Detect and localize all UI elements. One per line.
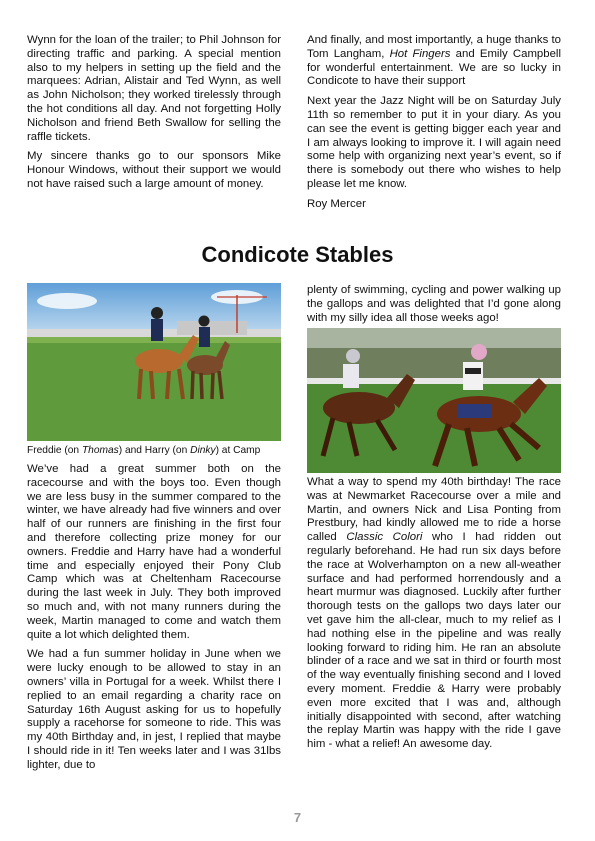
article-column-bottom-left: [27, 463, 281, 779]
paragraph: Next year the Jazz Night will be on Saturday July 11th so remember to put it in your diary. As you can see the event is getting bigger each year and I am always looking to improve it. I will again need some help with organizing next year’s event, so if there is somebody out there who wishes to help please let me know.: [307, 95, 561, 190]
photo-caption: Freddie (on Thomas) and Harry (on Dinky) at Camp: [27, 445, 261, 456]
signature: Roy Mercer: [307, 197, 366, 210]
photo-ponies: [27, 283, 281, 441]
photo-racehorses: [307, 328, 561, 473]
article-column-top-right: [307, 34, 561, 218]
article-column-bottom-right-bottom: [307, 476, 561, 758]
paragraph: We had a fun summer holiday in June when we were lucky enough to be allowed to stay in an owners’ villa in Portugal for a week. Whilst there I replied to an email regarding a charity race on Saturday 16th August asking for us to hopefully supply a racehorse for someone to ride. This was my 40th Birthday and, in jest, I replied that maybe I should ride in it! Ten weeks later and I was 31lbs lighter, due to: [27, 648, 281, 771]
page-number: 7: [293, 810, 302, 825]
article-column-bottom-right-top: [307, 284, 561, 331]
paragraph: plenty of swimming, cycling and power walking up the gallops and was delighted that I’d gone along with my silly idea all those weeks ago!: [307, 284, 561, 324]
paragraph: And finally, and most importantly, a huge thanks to Tom Langham, Hot Fingers and Emily Campbell for wonderful entertainment. We are so lucky in Condicote to have their support: [307, 34, 561, 88]
paragraph: We’ve had a great summer both on the racecourse and with the boys too. Even though we are less busy in the summer compared to the winter, we have already had five winners and over half of our runners are finishing in the first four and therefore collecting prize money for our owners. Freddie and Harry have had a wonderful time and especially enjoyed their Pony Club Camp which was at Cheltenham Racecourse during the last week in July. They both improved so much and, with not many runners during the week, Martin managed to come and watch them quite a lot which delighted them.: [27, 463, 281, 641]
article-column-top-left: [27, 34, 281, 198]
paragraph: What a way to spend my 40th birthday! The race was at Newmarket Racecourse over a mile and Martin, and owners Nick and Lisa Ponting from Prestbury, had kindly allowed me to ride a horse called Classic Colori who I had ridden out regularly beforehand. He had run six days before the race at Wolverhampton on a new all-weather surface and had performed horrendously and a heart murmur was diagnosed. Luckily after further thorough tests on the gallops two days later our vet gave him the all-clear, much to my relief as I had nothing else in the pipeline and was really looking forward to riding him. He ran an absolute blinder of a race and we sat in third or fourth most of the way eventually finishing second and I loved every moment. Freddie & Harry were probably even more excited that I was and, although initially disappointed with second, after watching the replay Martin was happy with the ride I gave him - what a relief! An awesome day.: [307, 476, 562, 751]
paragraph: Wynn for the loan of the trailer; to Phil Johnson for directing traffic and parking. A special mention also to my helpers in setting up the field and the marquees: Adrian, Alistair and Ted Wynn, as well as John Nicholson; they worked tirelessly through the hot conditions all day. And not forgetting Holly Nicholson and friend Beth Swallow for selling the raffle tickets.: [27, 34, 281, 143]
paragraph: My sincere thanks go to our sponsors Mike Honour Windows, without their support we would not have raised such a large amount of money.: [27, 150, 281, 190]
section-title: Condicote Stables: [201, 242, 394, 267]
